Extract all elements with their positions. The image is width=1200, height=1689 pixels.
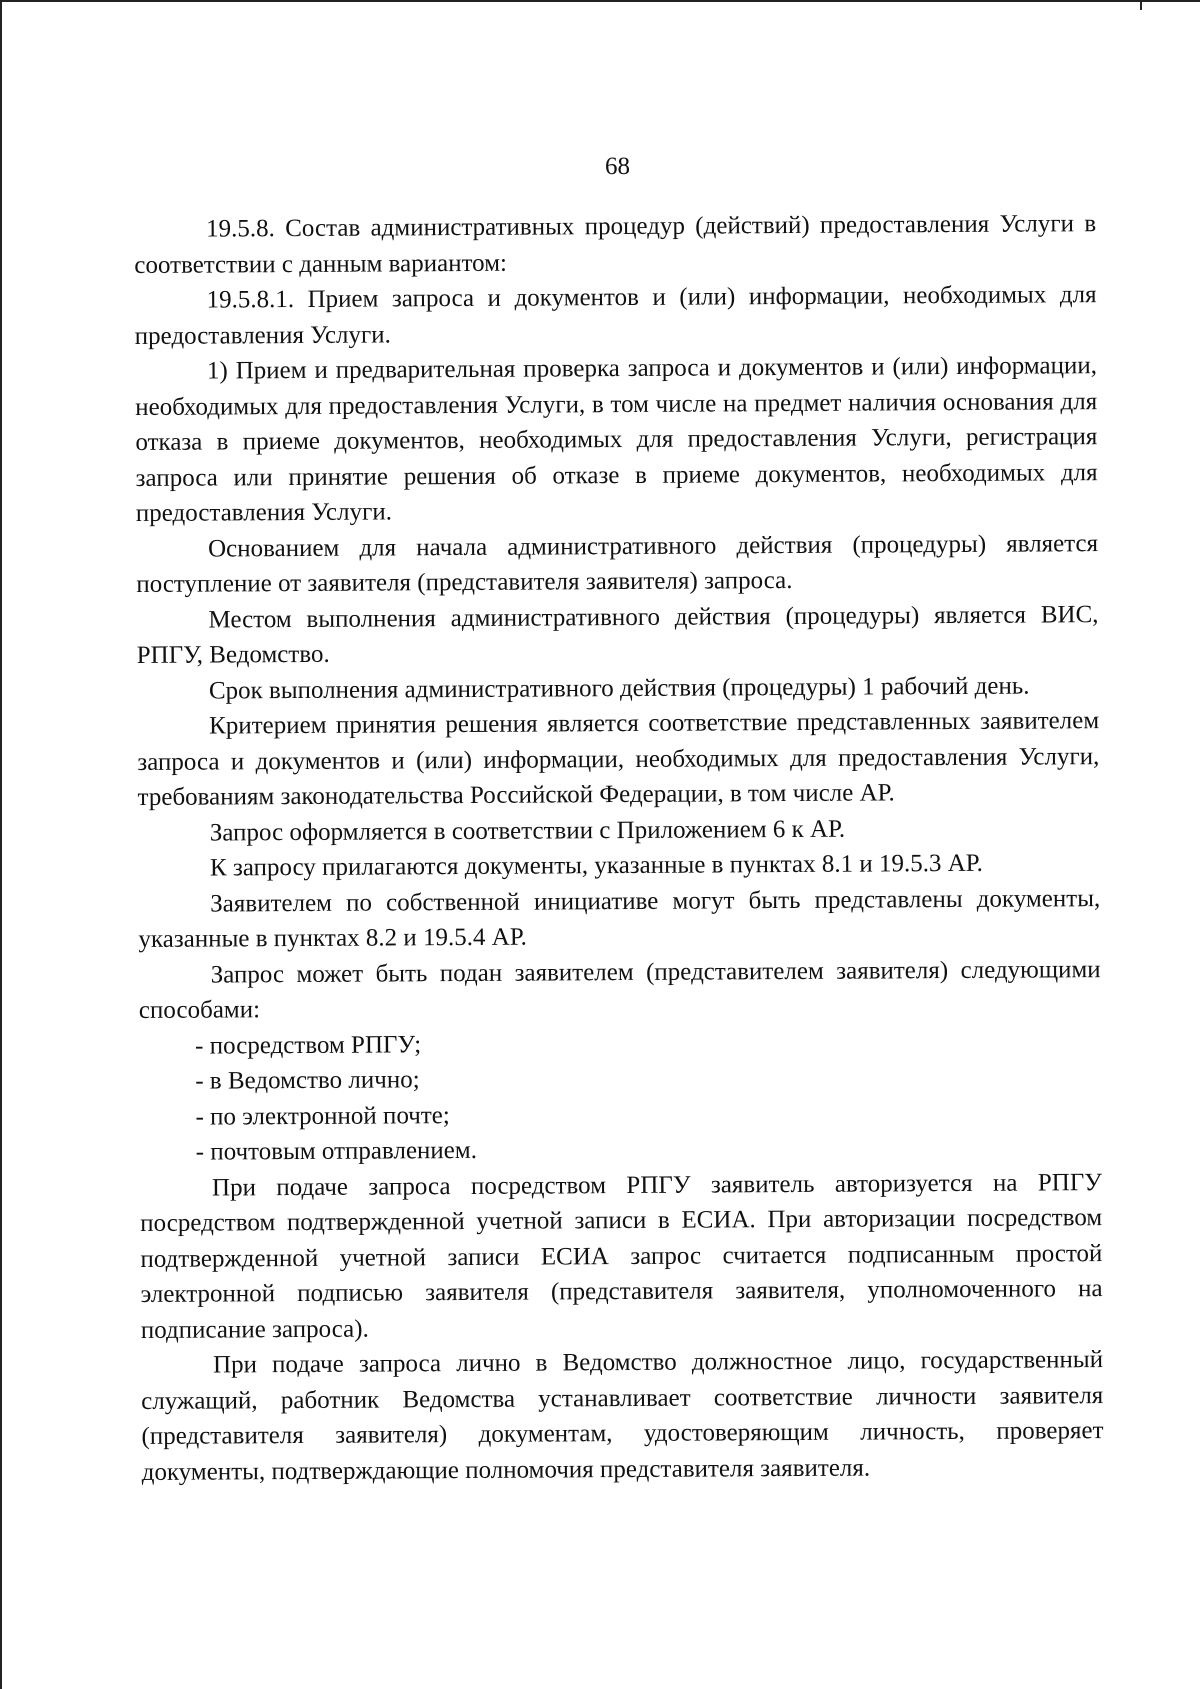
- paragraph-submission-methods: Запрос может быть подан заявителем (представителем заявителя) следующими способами:: [138, 955, 1101, 1024]
- paragraph-deadline: Срок выполнения административного действия (процедуры) 1 рабочий день.: [208, 672, 1030, 705]
- paragraph-basis: Основанием для начала административного действия (процедуры) является поступление от заявителя (представителя заявителя) запроса.: [136, 529, 1099, 598]
- scan-border-tick: [1140, 0, 1142, 10]
- paragraph-rpgu-authorization: При подаче запроса посредством РПГУ заявитель авторизуется на РПГУ посредством подтвержденной учетной записи в ЕСИА. При авторизации посредством подтвержденной учетной записи ЕСИА запрос считается подписанным простой электронной подписью заявителя (представителя заявителя, уполномоченного на подписание запроса).: [140, 1168, 1103, 1344]
- scan-border-left: [0, 0, 2, 1689]
- paragraph-19-5-8: 19.5.8. Состав административных процедур (действий) предоставления Услуги в соответствии с данным вариантом:: [134, 210, 1097, 279]
- document-body: [134, 206, 1104, 1490]
- page-number: 68: [605, 153, 630, 180]
- list-item: - в Ведомство лично;: [195, 1066, 420, 1095]
- paragraph-request-form: Запрос оформляется в соответствии с Приложением 6 к АР.: [209, 815, 846, 847]
- paragraph-attachments: К запросу прилагаются документы, указанные в пунктах 8.1 и 19.5.3 АР.: [209, 849, 983, 882]
- list-item: - по электронной почте;: [195, 1101, 450, 1131]
- paragraph-step-1: 1) Прием и предварительная проверка запроса и документов и (или) информации, необходимых для предоставления Услуги, в том числе на предмет наличия основания для отказа в приеме документов, необходимых для предоставления Услуги, регистрация запроса или принятие решения об отказе в приеме документов, необходимых для предоставления Услуги.: [135, 352, 1098, 527]
- paragraph-location: Местом выполнения административного действия (процедуры) является ВИС, РПГУ, Ведомство.: [136, 600, 1099, 669]
- scan-border-top: [0, 0, 1200, 2]
- paragraph-optional-documents: Заявителем по собственной инициативе могут быть представлены документы, указанные в пунктах 8.2 и 19.5.4 АР.: [138, 884, 1101, 953]
- paragraph-19-5-8-1: 19.5.8.1. Прием запроса и документов и (или) информации, необходимых для предоставления Услуги.: [134, 281, 1097, 350]
- list-item: - почтовым отправлением.: [195, 1136, 478, 1166]
- submission-methods-list: [139, 1023, 1102, 1171]
- paragraph-in-person-submission: При подаче запроса лично в Ведомство должностное лицо, государственный служащий, работник Ведомства устанавливает соответствие личности заявителя (представителя заявителя) документам, удостоверяющим личность, проверяет документы, подтверждающие полномочия представителя заявителя.: [141, 1346, 1104, 1486]
- paragraph-criterion: Критерием принятия решения является соответствие представленных заявителем запроса и документов и (или) информации, необходимых для предоставления Услуги, требованиям законодательства Российской Федерации, в том числе АР.: [137, 707, 1100, 811]
- list-item: - посредством РПГУ;: [195, 1030, 422, 1060]
